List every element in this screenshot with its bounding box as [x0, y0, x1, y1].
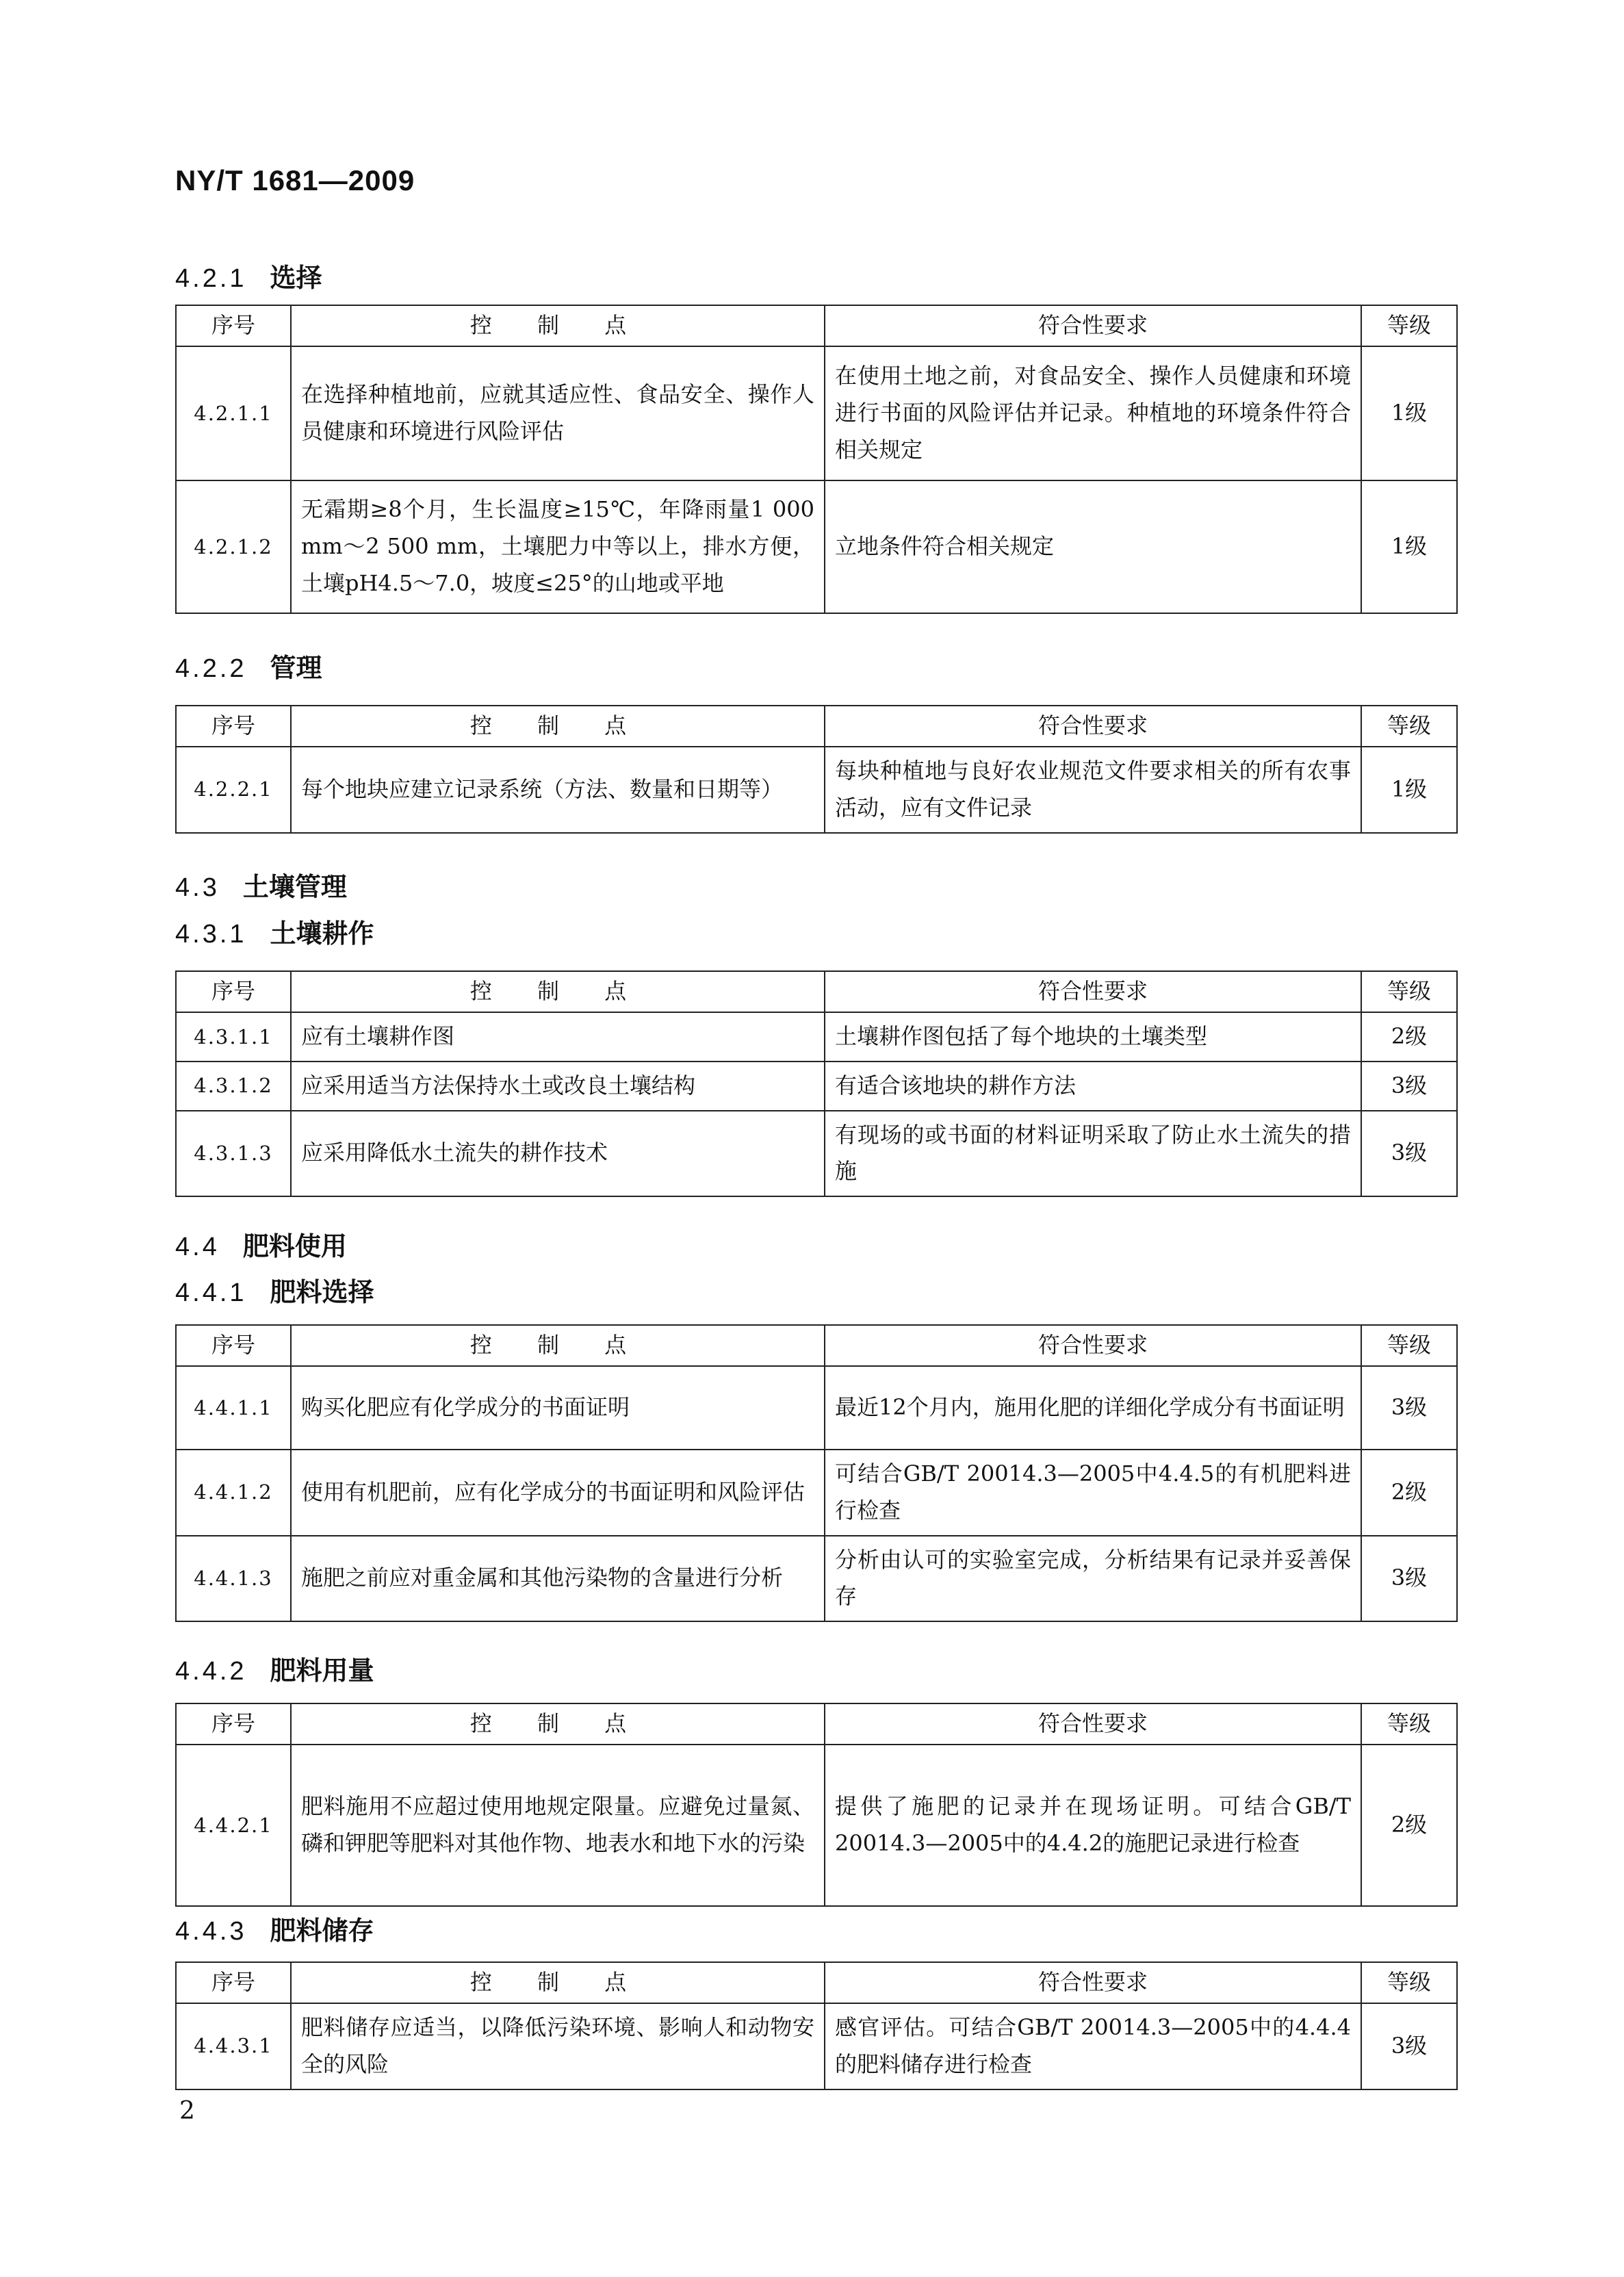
section-title: 土壤管理	[242, 873, 347, 902]
header-id: 序号	[176, 1703, 291, 1745]
section-title: 选择	[270, 264, 322, 293]
row-control-point: 无霜期≥8个月，生长温度≥15℃，年降雨量1 000 mm～2 500 mm，土壤肥力中等以上，排水方便，土壤pH4.5～7.0，坡度≤25°的山地或平地	[291, 480, 825, 613]
table-row	[176, 747, 1457, 833]
header-control-point: 控 制 点	[291, 1962, 825, 2003]
section-heading-4-2-1	[175, 257, 322, 294]
row-level: 3级	[1361, 2003, 1457, 2089]
table-row	[176, 1366, 1457, 1450]
row-requirement: 立地条件符合相关规定	[825, 480, 1361, 613]
table-row	[176, 480, 1457, 613]
row-id: 4.3.1.3	[176, 1111, 291, 1197]
table-4-2-1	[175, 305, 1458, 614]
section-title: 土壤耕作	[270, 920, 374, 949]
table-row	[176, 2003, 1457, 2089]
row-control-point: 购买化肥应有化学成分的书面证明	[291, 1366, 825, 1450]
header-control-point: 控 制 点	[291, 305, 825, 346]
section-number: 4.4	[175, 1233, 220, 1261]
table-row	[176, 346, 1457, 480]
section-title: 管理	[270, 654, 322, 683]
table-row	[176, 1062, 1457, 1111]
section-title: 肥料选择	[270, 1278, 374, 1307]
header-requirement: 符合性要求	[825, 971, 1361, 1012]
row-requirement: 每块种植地与良好农业规范文件要求相关的所有农事活动，应有文件记录	[825, 747, 1361, 833]
row-level: 1级	[1361, 747, 1457, 833]
header-control-point: 控 制 点	[291, 971, 825, 1012]
row-id: 4.4.1.1	[176, 1366, 291, 1450]
row-level: 3级	[1361, 1111, 1457, 1197]
section-heading-4-4-3	[175, 1909, 374, 1947]
header-level: 等级	[1361, 706, 1457, 747]
row-id: 4.3.1.2	[176, 1062, 291, 1111]
section-number: 4.3.1	[175, 920, 247, 949]
row-control-point: 使用有机肥前，应有化学成分的书面证明和风险评估	[291, 1450, 825, 1536]
row-control-point: 肥料施用不应超过使用地规定限量。应避免过量氮、磷和钾肥等肥料对其他作物、地表水和地下水的污染	[291, 1745, 825, 1906]
header-id: 序号	[176, 1962, 291, 2003]
section-number: 4.3	[175, 873, 220, 902]
standard-code: NY/T 1681—2009	[175, 164, 415, 196]
section-heading-4-4-1	[175, 1271, 374, 1309]
header-id: 序号	[176, 305, 291, 346]
section-title: 肥料用量	[270, 1657, 374, 1686]
row-id: 4.2.2.1	[176, 747, 291, 833]
header-requirement: 符合性要求	[825, 1703, 1361, 1745]
section-number: 4.4.1	[175, 1278, 247, 1307]
row-control-point: 应有土壤耕作图	[291, 1012, 825, 1062]
row-id: 4.4.3.1	[176, 2003, 291, 2089]
header-level: 等级	[1361, 971, 1457, 1012]
table-header-row	[176, 1703, 1457, 1745]
table-row	[176, 1450, 1457, 1536]
header-requirement: 符合性要求	[825, 706, 1361, 747]
row-id: 4.2.1.2	[176, 480, 291, 613]
section-heading-4-4-2	[175, 1649, 374, 1687]
header-level: 等级	[1361, 1962, 1457, 2003]
table-4-3-1	[175, 970, 1458, 1197]
row-id: 4.4.1.2	[176, 1450, 291, 1536]
row-control-point: 应采用适当方法保持水土或改良土壤结构	[291, 1062, 825, 1111]
row-requirement: 分析由认可的实验室完成，分析结果有记录并妥善保存	[825, 1536, 1361, 1622]
row-requirement: 有适合该地块的耕作方法	[825, 1062, 1361, 1111]
header-level: 等级	[1361, 1703, 1457, 1745]
row-id: 4.2.1.1	[176, 346, 291, 480]
row-control-point: 应采用降低水土流失的耕作技术	[291, 1111, 825, 1197]
section-number: 4.2.2	[175, 654, 247, 683]
row-requirement: 提供了施肥的记录并在现场证明。可结合GB/T 20014.3—2005中的4.4.2的施肥记录进行检查	[825, 1745, 1361, 1906]
row-requirement: 在使用土地之前，对食品安全、操作人员健康和环境进行书面的风险评估并记录。种植地的环境条件符合相关规定	[825, 346, 1361, 480]
row-requirement: 感官评估。可结合GB/T 20014.3—2005中的4.4.4的肥料储存进行检查	[825, 2003, 1361, 2089]
table-4-4-2	[175, 1703, 1458, 1907]
header-requirement: 符合性要求	[825, 1962, 1361, 2003]
header-control-point: 控 制 点	[291, 706, 825, 747]
row-level: 2级	[1361, 1745, 1457, 1906]
row-id: 4.3.1.1	[176, 1012, 291, 1062]
section-number: 4.4.3	[175, 1917, 247, 1946]
section-title: 肥料储存	[270, 1917, 374, 1946]
section-heading-4-3-1	[175, 912, 374, 950]
row-requirement: 土壤耕作图包括了每个地块的土壤类型	[825, 1012, 1361, 1062]
table-row	[176, 1536, 1457, 1622]
header-id: 序号	[176, 1325, 291, 1366]
section-number: 4.4.2	[175, 1657, 247, 1686]
section-title: 肥料使用	[242, 1233, 347, 1261]
header-id: 序号	[176, 706, 291, 747]
table-header-row	[176, 305, 1457, 346]
table-4-2-2	[175, 705, 1458, 834]
row-level: 3级	[1361, 1062, 1457, 1111]
row-level: 3级	[1361, 1536, 1457, 1622]
page-number: 2	[179, 2097, 195, 2125]
row-level: 1级	[1361, 346, 1457, 480]
header-level: 等级	[1361, 305, 1457, 346]
row-control-point: 肥料储存应适当，以降低污染环境、影响人和动物安全的风险	[291, 2003, 825, 2089]
header-requirement: 符合性要求	[825, 305, 1361, 346]
row-control-point: 每个地块应建立记录系统（方法、数量和日期等）	[291, 747, 825, 833]
table-4-4-3	[175, 1961, 1458, 2090]
table-header-row	[176, 1325, 1457, 1366]
header-requirement: 符合性要求	[825, 1325, 1361, 1366]
table-header-row	[176, 971, 1457, 1012]
row-id: 4.4.1.3	[176, 1536, 291, 1622]
table-header-row	[176, 1962, 1457, 2003]
row-id: 4.4.2.1	[176, 1745, 291, 1906]
row-control-point: 施肥之前应对重金属和其他污染物的含量进行分析	[291, 1536, 825, 1622]
row-requirement: 可结合GB/T 20014.3—2005中4.4.5的有机肥料进行检查	[825, 1450, 1361, 1536]
section-heading-4-3	[175, 866, 347, 903]
row-level: 1级	[1361, 480, 1457, 613]
row-requirement: 最近12个月内，施用化肥的详细化学成分有书面证明	[825, 1366, 1361, 1450]
row-level: 2级	[1361, 1012, 1457, 1062]
table-row	[176, 1745, 1457, 1906]
table-row	[176, 1012, 1457, 1062]
section-heading-4-4	[175, 1225, 347, 1263]
row-level: 2级	[1361, 1450, 1457, 1536]
section-number: 4.2.1	[175, 264, 247, 293]
table-row	[176, 1111, 1457, 1197]
table-4-4-1	[175, 1324, 1458, 1622]
table-header-row	[176, 706, 1457, 747]
section-heading-4-2-2	[175, 647, 322, 684]
header-control-point: 控 制 点	[291, 1703, 825, 1745]
row-level: 3级	[1361, 1366, 1457, 1450]
header-level: 等级	[1361, 1325, 1457, 1366]
row-control-point: 在选择种植地前，应就其适应性、食品安全、操作人员健康和环境进行风险评估	[291, 346, 825, 480]
row-requirement: 有现场的或书面的材料证明采取了防止水土流失的措施	[825, 1111, 1361, 1197]
header-control-point: 控 制 点	[291, 1325, 825, 1366]
header-id: 序号	[176, 971, 291, 1012]
